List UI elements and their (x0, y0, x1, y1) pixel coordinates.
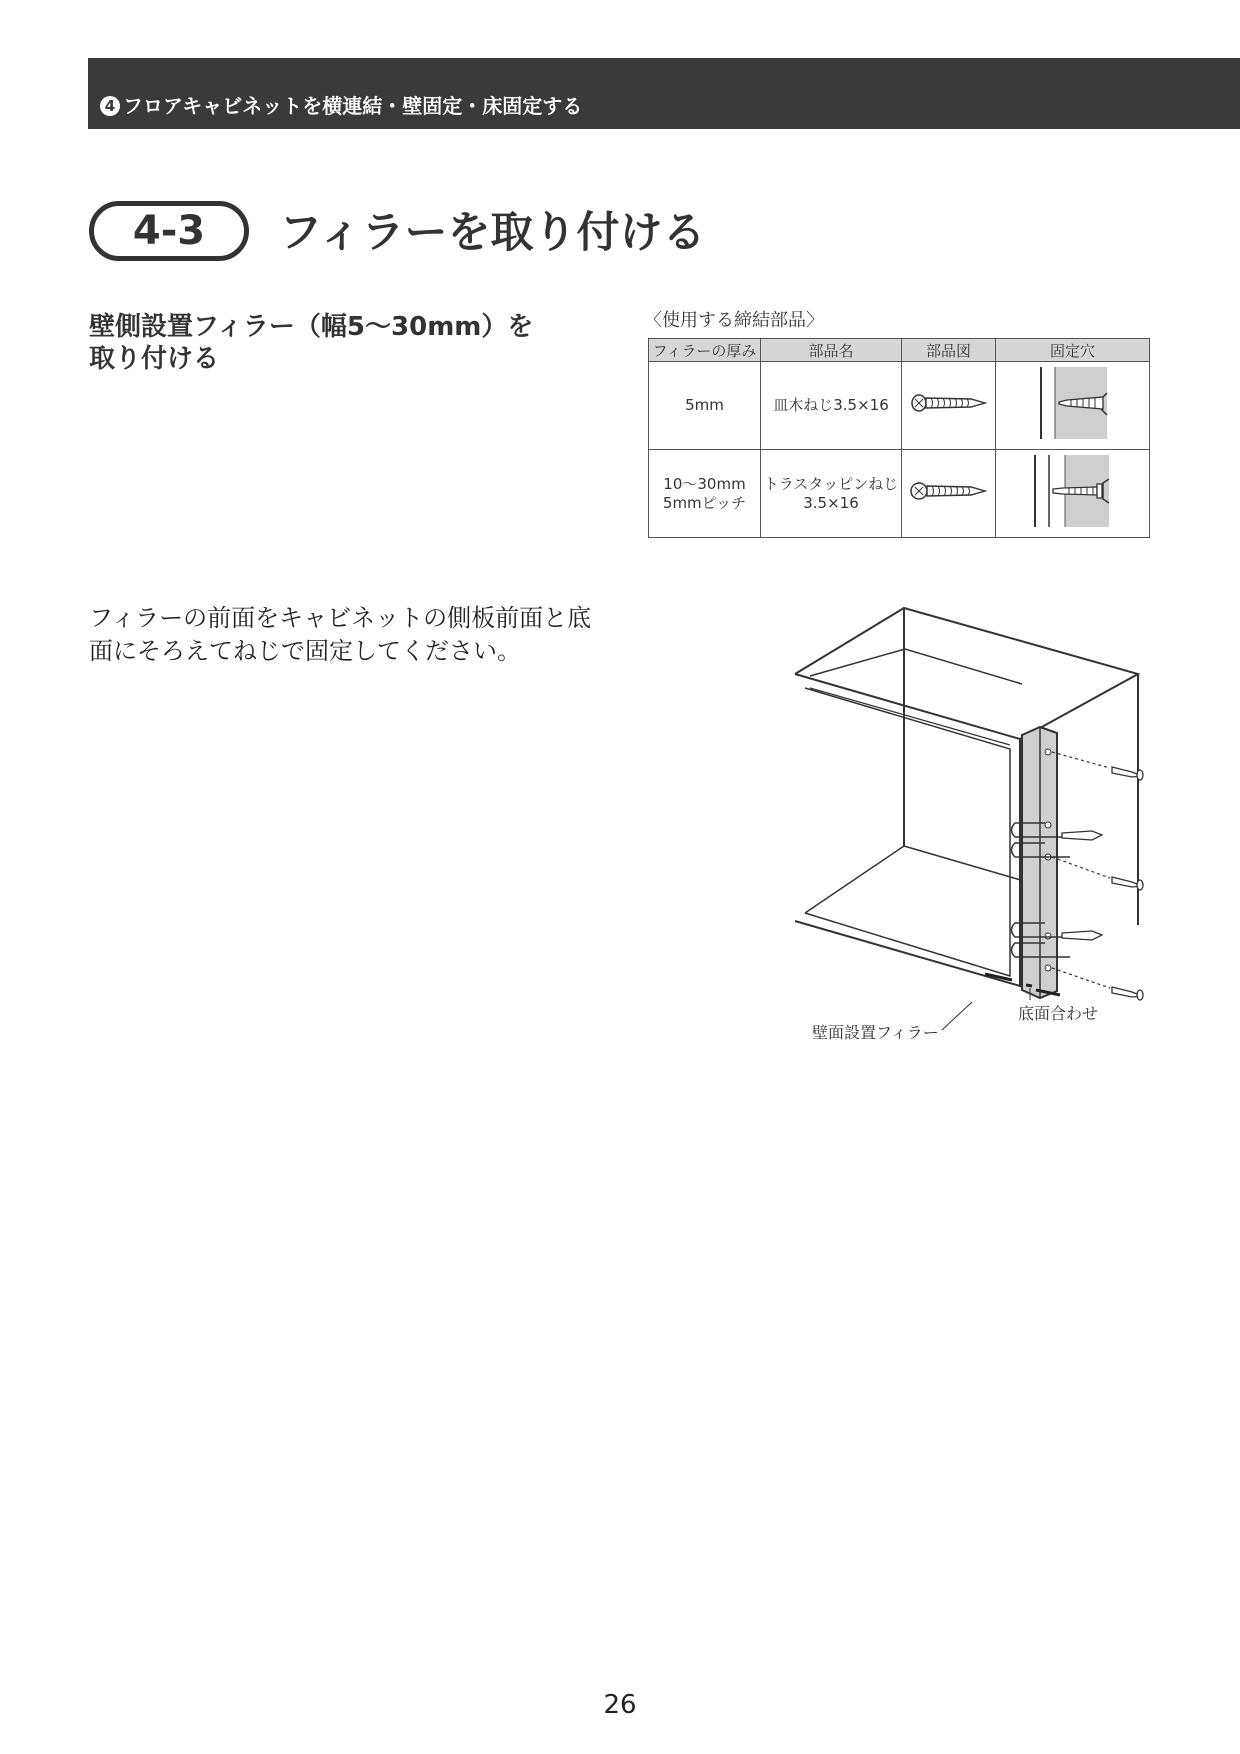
fixing-hole-cell (996, 450, 1150, 538)
fixing-hole-cell (996, 362, 1150, 450)
parts-table-header-row (649, 339, 1150, 362)
subsection-title (89, 311, 533, 375)
step-badge: 4-3 (89, 201, 249, 261)
filler-label: 壁面設置フィラー (812, 1023, 939, 1042)
table-row (649, 362, 1150, 450)
part-figure-cell (902, 450, 996, 538)
instruction-line1: フィラーの前面をキャビネットの側板前面と底 (89, 604, 592, 632)
instruction-line2: 面にそろえてねじで固定してください。 (89, 637, 521, 665)
part-figure-cell (902, 362, 996, 450)
table-row (649, 450, 1150, 538)
part-name-cell: 皿木ねじ3.5×16 (761, 362, 902, 450)
header-part-figure: 部品図 (902, 339, 996, 362)
step-title: フィラーを取り付ける (279, 208, 706, 258)
thickness-cell: 10〜30mm 5mmピッチ (649, 450, 761, 538)
thickness-cell: 5mm (649, 362, 761, 450)
header-fixing-hole: 固定穴 (996, 339, 1150, 362)
section-number-badge: 4 (100, 96, 120, 116)
parts-table (648, 338, 1150, 538)
fixing-hole-5mm-icon (1013, 363, 1133, 443)
subsection-title-line2: 取り付ける (89, 344, 220, 374)
section-header-title: フロアキャビネットを横連結・壁固定・床固定する (123, 94, 583, 118)
page-number: 26 (603, 1690, 637, 1720)
truss-tapping-screw-icon (909, 476, 989, 506)
fixing-hole-10-30mm-icon (1013, 451, 1133, 531)
section-header (100, 92, 582, 120)
flat-head-wood-screw-icon (909, 388, 989, 418)
parts-table-caption: 〈使用する締結部品〉 (644, 310, 824, 331)
bottom-align-label: 底面合わせ (1018, 1004, 1099, 1023)
header-thickness: フィラーの厚み (649, 339, 761, 362)
instruction-text (89, 602, 591, 668)
header-part-name: 部品名 (761, 339, 902, 362)
part-name-cell: トラスタッピンねじ 3.5×16 (761, 450, 902, 538)
subsection-title-line1: 壁側設置フィラー（幅5〜30mm）を (89, 312, 534, 342)
cabinet-filler-diagram (770, 600, 1150, 1050)
